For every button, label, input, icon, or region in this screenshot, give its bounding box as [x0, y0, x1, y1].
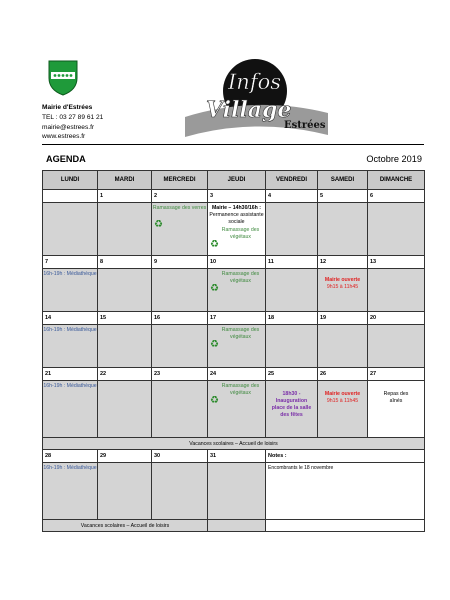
logo-word-estrees: Estrées — [284, 120, 326, 131]
day-cell — [208, 269, 266, 312]
date-row — [43, 312, 425, 325]
event-row — [43, 325, 425, 368]
recycle-icon: ♻ — [210, 395, 219, 406]
date-row — [43, 190, 425, 203]
date-number: 21 — [43, 368, 98, 381]
holiday-note: Vacances scolaires – Accueil de loisirs — [43, 520, 208, 532]
weekday-header: SAMEDI — [318, 171, 368, 190]
weekday-header: VENDREDI — [266, 171, 318, 190]
logo-word-infos: Infos — [228, 70, 282, 94]
day-cell — [368, 325, 425, 368]
library-event: 16h-19h : Médiathèque — [43, 383, 97, 389]
weekday-header: JEUDI — [208, 171, 266, 190]
town-hall-open-title: Mairie ouverte — [324, 277, 361, 283]
date-number: 12 — [318, 256, 368, 269]
weekday-header: MARDI — [98, 171, 152, 190]
date-number: 17 — [208, 312, 266, 325]
day-cell — [368, 381, 425, 438]
holiday-row — [43, 520, 425, 532]
event-row — [43, 269, 425, 312]
day-cell — [152, 463, 208, 520]
notes-label: Notes : — [266, 450, 425, 463]
day-cell — [318, 269, 368, 312]
date-number: 26 — [318, 368, 368, 381]
date-row — [43, 256, 425, 269]
day-cell — [266, 269, 318, 312]
notes-text: Encombrants le 18 novembre — [268, 465, 334, 471]
logo-word-village: Village — [206, 97, 292, 123]
day-cell — [266, 325, 318, 368]
day-cell — [266, 203, 318, 256]
day-cell — [43, 463, 98, 520]
agenda-title: AGENDA — [46, 154, 86, 164]
holiday-note: Vacances scolaires – Accueil de loisirs — [43, 438, 425, 450]
date-number: 16 — [152, 312, 208, 325]
day-cell — [98, 325, 152, 368]
date-number: 30 — [152, 450, 208, 463]
green-waste-event: Ramassage des végétaux — [221, 227, 260, 240]
social-assistant-event: Permanence assistante sociale — [209, 212, 264, 225]
day-cell — [368, 269, 425, 312]
day-cell — [98, 203, 152, 256]
date-number: 20 — [368, 312, 425, 325]
glass-collection-event: Ramassage des verres — [152, 205, 207, 211]
calendar-table — [42, 170, 425, 532]
day-cell — [318, 325, 368, 368]
day-cell — [152, 381, 208, 438]
day-cell — [266, 381, 318, 438]
date-number: 5 — [318, 190, 368, 203]
day-cell — [98, 463, 152, 520]
date-number: 6 — [368, 190, 425, 203]
date-number: 7 — [43, 256, 98, 269]
weekday-header: MERCREDI — [152, 171, 208, 190]
date-number: 4 — [266, 190, 318, 203]
day-cell — [208, 381, 266, 438]
green-waste-event: Ramassage des végétaux — [221, 271, 260, 284]
day-cell — [208, 325, 266, 368]
date-number: 25 — [266, 368, 318, 381]
day-cell — [43, 269, 98, 312]
weekday-header: LUNDI — [43, 171, 98, 190]
notes-cell — [266, 463, 425, 520]
day-cell — [208, 520, 266, 532]
date-number: 14 — [43, 312, 98, 325]
date-row — [43, 368, 425, 381]
library-event: 16h-19h : Médiathèque — [43, 465, 97, 471]
day-cell — [98, 381, 152, 438]
day-cell — [43, 381, 98, 438]
holiday-row — [43, 438, 425, 450]
date-number: 19 — [318, 312, 368, 325]
website-link[interactable]: www.estrees.fr — [42, 133, 86, 141]
date-number — [43, 190, 98, 203]
library-event: 16h-19h : Médiathèque — [43, 271, 97, 277]
day-cell — [318, 203, 368, 256]
green-waste-event: Ramassage des végétaux — [221, 383, 260, 396]
infos-village-logo — [180, 55, 330, 140]
recycle-icon: ♻ — [210, 283, 219, 294]
notes-cell — [266, 520, 425, 532]
day-cell — [208, 463, 266, 520]
date-number: 11 — [266, 256, 318, 269]
town-crest-logo — [48, 60, 78, 96]
day-cell — [152, 203, 208, 256]
header-divider — [42, 144, 424, 145]
recycle-icon: ♻ — [210, 339, 219, 350]
date-number: 2 — [152, 190, 208, 203]
date-number: 29 — [98, 450, 152, 463]
day-cell — [368, 203, 425, 256]
social-assistant-title: Mairie – 14h30/16h : — [211, 205, 262, 211]
day-cell — [152, 269, 208, 312]
phone-text: TEL : 03 27 89 61 21 — [42, 113, 104, 121]
date-number: 18 — [266, 312, 318, 325]
month-label: Octobre 2019 — [366, 154, 422, 164]
email-link[interactable]: mairie@estrees.fr — [42, 123, 95, 131]
mairie-name: Mairie d'Estrées — [42, 104, 93, 111]
date-number: 1 — [98, 190, 152, 203]
date-row — [43, 450, 425, 463]
contact-block — [42, 103, 103, 142]
date-number: 13 — [368, 256, 425, 269]
date-number: 8 — [98, 256, 152, 269]
town-hall-open-hours: 9h15 à 11h45 — [326, 398, 359, 404]
seniors-meal-event: Repas des aînés — [383, 391, 409, 404]
event-row — [43, 463, 425, 520]
weekday-header-row — [43, 171, 425, 190]
date-number: 31 — [208, 450, 266, 463]
town-hall-open-hours: 9h15 à 11h45 — [326, 284, 359, 290]
inauguration-event: 18h30 - Inauguration place de la salle des fêtes — [271, 391, 312, 418]
event-row — [43, 203, 425, 256]
date-number: 3 — [208, 190, 266, 203]
date-number: 27 — [368, 368, 425, 381]
date-number: 23 — [152, 368, 208, 381]
date-number: 28 — [43, 450, 98, 463]
date-number: 22 — [98, 368, 152, 381]
day-cell — [43, 325, 98, 368]
day-cell — [318, 381, 368, 438]
date-number: 24 — [208, 368, 266, 381]
library-event: 16h-19h : Médiathèque — [43, 327, 97, 333]
recycle-icon: ♻ — [210, 239, 219, 250]
date-number: 9 — [152, 256, 208, 269]
recycle-icon: ♻ — [154, 219, 163, 230]
town-hall-open-title: Mairie ouverte — [324, 391, 361, 397]
date-number: 15 — [98, 312, 152, 325]
day-cell — [98, 269, 152, 312]
day-cell — [43, 203, 98, 256]
day-cell — [152, 325, 208, 368]
day-cell — [208, 203, 266, 256]
event-row — [43, 381, 425, 438]
green-waste-event: Ramassage des végétaux — [221, 327, 260, 340]
date-number: 10 — [208, 256, 266, 269]
weekday-header: DIMANCHE — [368, 171, 425, 190]
